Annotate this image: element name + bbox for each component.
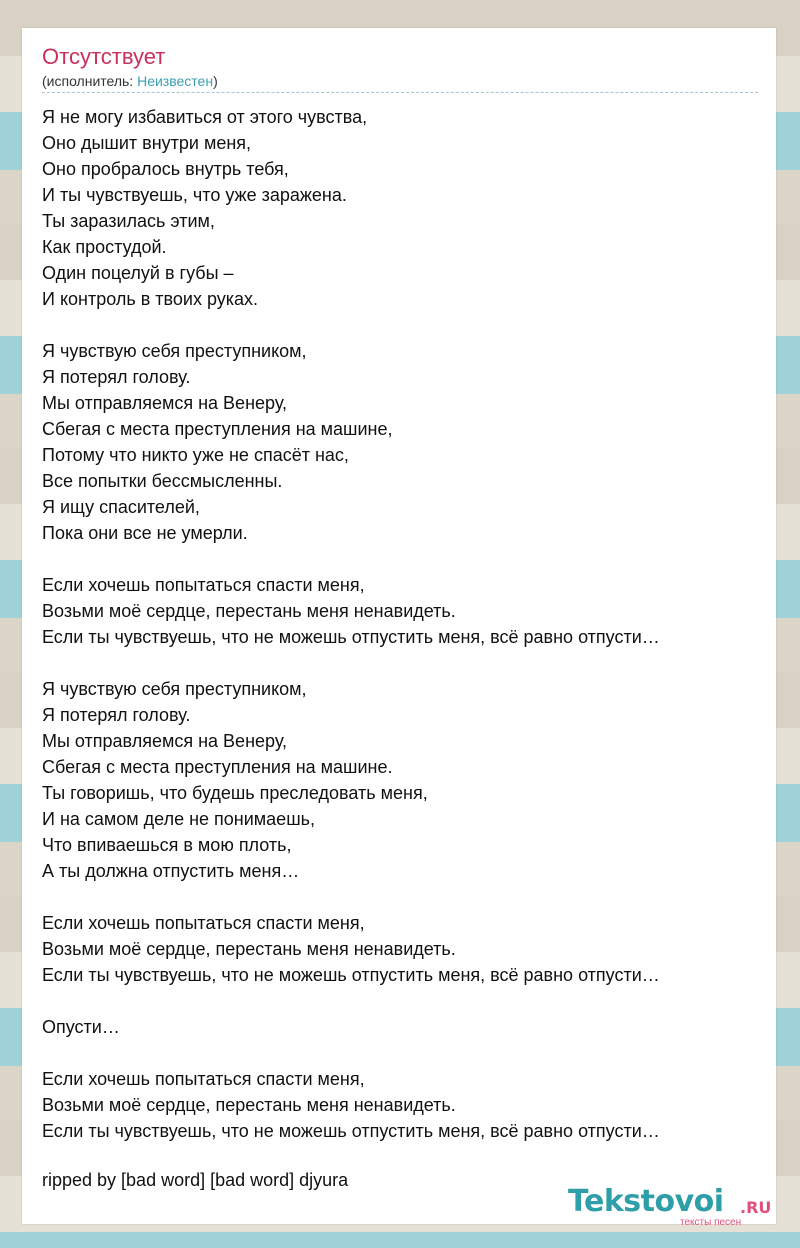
lyrics-line: А ты должна отпустить меня… [42, 861, 300, 881]
lyrics-stanza [42, 338, 762, 546]
lyrics-line: Если хочешь попытаться спасти меня, [42, 1069, 365, 1089]
lyrics-line: Я потерял голову. [42, 367, 191, 387]
lyrics-stanza [42, 1014, 762, 1040]
lyrics-line: Опусти… [42, 1017, 120, 1037]
lyrics-stanza [42, 910, 762, 988]
lyrics-stanza [42, 1066, 762, 1144]
logo-subtitle: тексты песен [680, 1217, 742, 1228]
lyrics-line: Возьми моё сердце, перестань меня ненавидеть. [42, 601, 456, 621]
lyrics-line: Я не могу избавиться от этого чувства, [42, 107, 368, 127]
lyrics-line: Сбегая с места преступления на машине. [42, 757, 393, 777]
lyrics-line: Возьми моё сердце, перестань меня ненавидеть. [42, 939, 456, 959]
lyrics-line: Один поцелуй в губы – [42, 263, 234, 283]
lyrics-card [22, 28, 776, 1228]
lyrics-line: Сбегая с места преступления на машине, [42, 419, 393, 439]
lyrics-stanza [42, 676, 762, 884]
logo-domain-text: .RU [740, 1198, 772, 1217]
artist-line [42, 73, 218, 89]
lyrics-text [42, 104, 762, 1170]
lyrics-line: Мы отправляемся на Венеру, [42, 731, 288, 751]
lyrics-line: Если ты чувствуешь, что не можешь отпустить меня, всё равно отпусти… [42, 965, 660, 985]
song-title: Отсутствует [42, 44, 166, 69]
lyrics-line: Оно дышит внутри меня, [42, 133, 252, 153]
artist-suffix: ) [213, 73, 218, 89]
lyrics-line: Я чувствую себя преступником, [42, 341, 307, 361]
lyrics-line: Что впиваешься в мою плоть, [42, 835, 292, 855]
lyrics-line: Потому что никто уже не спасёт нас, [42, 445, 349, 465]
lyrics-line: Если хочешь попытаться спасти меня, [42, 913, 365, 933]
logo-main-text: Tekstovoi [568, 1184, 724, 1219]
lyrics-line: И на самом деле не понимаешь, [42, 809, 316, 829]
artist-link[interactable]: Неизвестен [137, 73, 214, 89]
lyrics-line: Ты заразилась этим, [42, 211, 215, 231]
lyrics-line: Ты говоришь, что будешь преследовать меня, [42, 783, 428, 803]
lyrics-stanza [42, 572, 762, 650]
lyrics-stanza [42, 104, 762, 312]
artist-prefix: (исполнитель: [42, 73, 138, 89]
lyrics-line: Мы отправляемся на Венеру, [42, 393, 288, 413]
lyrics-line: Я чувствую себя преступником, [42, 679, 307, 699]
lyrics-line: Пока они все не умерли. [42, 523, 248, 543]
lyrics-line: Если хочешь попытаться спасти меня, [42, 575, 365, 595]
lyrics-line: Возьми моё сердце, перестань меня ненавидеть. [42, 1095, 456, 1115]
tekstovoi-logo[interactable] [568, 1184, 778, 1232]
lyrics-line: Я ищу спасителей, [42, 497, 200, 517]
lyrics-line: Я потерял голову. [42, 705, 191, 725]
ripped-by-credit: ripped by [bad word] [bad word] djyura [42, 1170, 349, 1190]
lyrics-line: И ты чувствуешь, что уже заражена. [42, 185, 347, 205]
title-divider [42, 92, 758, 93]
lyrics-line: Оно пробралось внутрь тебя, [42, 159, 289, 179]
lyrics-line: Все попытки бессмысленны. [42, 471, 283, 491]
lyrics-line: Как простудой. [42, 237, 167, 257]
lyrics-line: Если ты чувствуешь, что не можешь отпустить меня, всё равно отпусти… [42, 627, 660, 647]
lyrics-line: Если ты чувствуешь, что не можешь отпустить меня, всё равно отпусти… [42, 1121, 660, 1141]
lyrics-line: И контроль в твоих руках. [42, 289, 259, 309]
